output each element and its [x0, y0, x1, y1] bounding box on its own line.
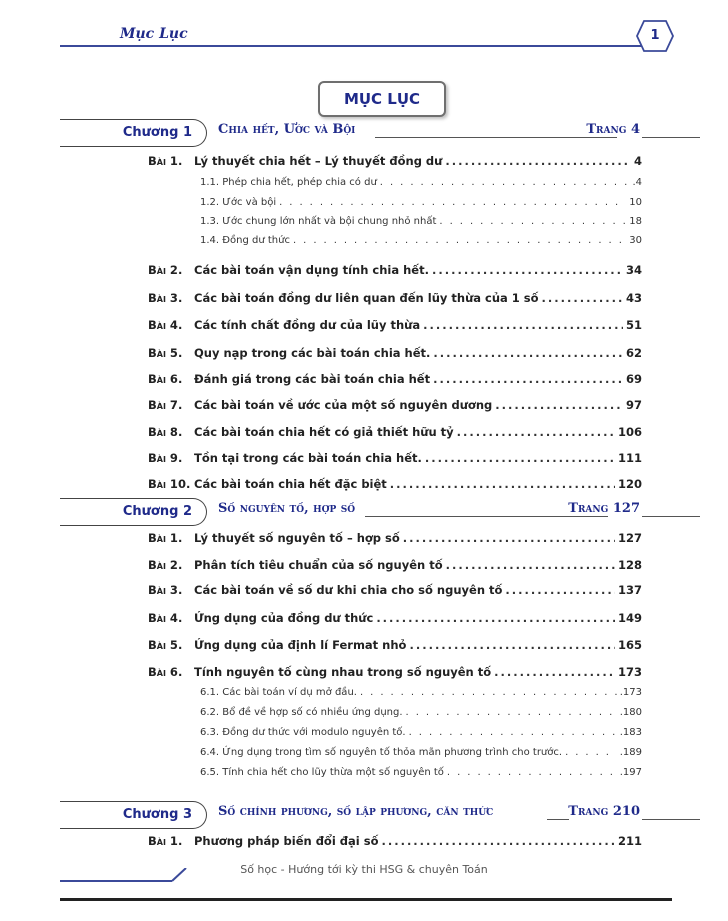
- lesson-number: Bài 3.: [148, 291, 183, 305]
- sub-title: Tính chia hết cho lũy thừa một số nguyên tố: [222, 767, 444, 778]
- sub-page: .197: [619, 767, 642, 778]
- leader-dots: [457, 425, 615, 439]
- lesson-number: Bài 1.: [148, 531, 183, 545]
- lesson-number: Bài 5.: [148, 346, 183, 360]
- page-number: 1: [650, 28, 660, 43]
- sub-title: Ước chung lớn nhất và bội chung nhỏ nhất: [222, 216, 437, 227]
- page-number-badge: [636, 20, 674, 52]
- sub-number: 6.4.: [200, 747, 220, 758]
- leader-dots: [376, 611, 615, 625]
- sub-title: Đồng dư thức với modulo nguyên tố.: [222, 727, 406, 738]
- lesson-title: Các bài toán về số dư khi chia cho số nguyên tố: [194, 583, 503, 597]
- chapter-page: Trang 4: [586, 122, 640, 137]
- lesson-title: Phương pháp biến đổi đại số: [194, 834, 379, 848]
- lesson-number: Bài 9.: [148, 451, 183, 465]
- leader-dots: [409, 727, 617, 738]
- toc-subentry[interactable]: [200, 235, 642, 246]
- chapter-tag-label: Chương 3: [122, 807, 192, 822]
- lesson-number: Bài 7.: [148, 398, 183, 412]
- toc-entry[interactable]: [148, 346, 642, 360]
- toc-title: MỤC LỤC: [318, 81, 446, 117]
- lesson-number: Bài 5.: [148, 638, 183, 652]
- sub-page: 30: [629, 235, 642, 246]
- sub-number: 6.5.: [200, 767, 220, 778]
- leader-dots: [494, 665, 615, 679]
- leader-dots: [505, 583, 615, 597]
- lesson-number: Bài 1.: [148, 834, 183, 848]
- toc-entry[interactable]: [148, 372, 642, 386]
- lesson-page: 69: [625, 372, 642, 386]
- toc-subentry[interactable]: [200, 177, 642, 188]
- lesson-number: Bài 10.: [148, 477, 191, 491]
- lesson-number: Bài 6.: [148, 372, 183, 386]
- sub-title: Ứng dụng trong tìm số nguyên tố thỏa mãn phương trình cho trước.: [222, 747, 563, 758]
- chapter-page: Trang 210: [568, 804, 640, 819]
- toc-entry[interactable]: [148, 291, 642, 305]
- toc-subentry[interactable]: [200, 216, 642, 227]
- chapter-heading[interactable]: [60, 498, 700, 524]
- leader-dots: [381, 834, 615, 848]
- leader-dots: [433, 372, 623, 386]
- chapter-tag: [60, 119, 207, 147]
- toc-entry[interactable]: [148, 665, 642, 679]
- lesson-title: Các bài toán đồng dư liên quan đến lũy thừa của 1 số: [194, 291, 539, 305]
- sub-title: Ước và bội: [222, 197, 277, 208]
- toc-entry[interactable]: [148, 531, 642, 545]
- toc-subentry[interactable]: [200, 727, 642, 738]
- toc-subentry[interactable]: [200, 767, 642, 778]
- sub-page: .180: [619, 707, 642, 718]
- lesson-page: 127: [617, 531, 642, 545]
- leader-dots: [293, 235, 626, 246]
- lesson-number: Bài 6.: [148, 665, 183, 679]
- toc-entry[interactable]: [148, 611, 642, 625]
- chapter-rule-end: [642, 137, 700, 138]
- leader-dots: [445, 154, 631, 168]
- lesson-page: 120: [617, 477, 642, 491]
- lesson-number: Bài 3.: [148, 583, 183, 597]
- lesson-title: Ứng dụng của đồng dư thức: [194, 611, 374, 625]
- toc-entry[interactable]: [148, 638, 642, 652]
- footer-text: Số học - Hướng tới kỳ thi HSG & chuyên Toán: [240, 863, 488, 876]
- lesson-page: 211: [617, 834, 642, 848]
- chapter-title: Chia hết, Ước và Bội: [218, 122, 356, 137]
- sub-page: 10: [629, 197, 642, 208]
- chapter-rule: [547, 819, 569, 820]
- leader-dots: [425, 451, 615, 465]
- lesson-title: Các bài toán vận dụng tính chia hết.: [194, 263, 429, 277]
- lesson-title: Quy nạp trong các bài toán chia hết.: [194, 346, 431, 360]
- lesson-number: Bài 2.: [148, 263, 183, 277]
- footer-bar: [60, 898, 672, 901]
- lesson-page: 137: [617, 583, 642, 597]
- chapter-rule-end: [642, 516, 700, 517]
- sub-page: .189: [619, 747, 642, 758]
- chapter-tag-label: Chương 1: [122, 125, 192, 140]
- lesson-page: 173: [617, 665, 642, 679]
- chapter-page: Trang 127: [568, 501, 640, 516]
- chapter-rule: [365, 516, 608, 517]
- sub-title: Đồng dư thức: [222, 235, 290, 246]
- leader-dots: [423, 318, 623, 332]
- header-rule: [60, 45, 645, 47]
- leader-dots: [409, 638, 615, 652]
- toc-entry[interactable]: [148, 558, 642, 572]
- toc-subentry[interactable]: [200, 197, 642, 208]
- chapter-rule: [375, 137, 617, 138]
- sub-number: 6.1.: [200, 687, 220, 698]
- lesson-title: Phân tích tiêu chuẩn của số nguyên tố: [194, 558, 443, 572]
- lesson-page: 106: [617, 425, 642, 439]
- chapter-title: Số nguyên tố, hợp số: [218, 501, 356, 516]
- lesson-number: Bài 8.: [148, 425, 183, 439]
- chapter-title: Số chính phương, số lập phương, căn thức: [218, 804, 494, 819]
- toc-entry[interactable]: [148, 451, 642, 465]
- leader-dots: [495, 398, 623, 412]
- sub-number: 1.1.: [200, 177, 220, 188]
- leader-dots: [542, 291, 623, 305]
- toc-entry[interactable]: [148, 583, 642, 597]
- lesson-title: Các bài toán chia hết có giả thiết hữu tỷ: [194, 425, 454, 439]
- leader-dots: [439, 216, 626, 227]
- lesson-title: Đánh giá trong các bài toán chia hết: [194, 372, 431, 386]
- toc-entry[interactable]: [148, 263, 642, 277]
- leader-dots: [279, 197, 626, 208]
- lesson-title: Ứng dụng của định lí Fermat nhỏ: [194, 638, 407, 652]
- lesson-page: 4: [633, 154, 642, 168]
- toc-entry[interactable]: [148, 834, 642, 848]
- chapter-heading[interactable]: [60, 801, 700, 827]
- leader-dots: [432, 263, 623, 277]
- sub-page: .173: [619, 687, 642, 698]
- sub-page: .4: [632, 177, 642, 188]
- lesson-title: Các bài toán về ước của một số nguyên dương: [194, 398, 493, 412]
- toc-entry[interactable]: [148, 398, 642, 412]
- lesson-title: Tính nguyên tố cùng nhau trong số nguyên tố: [194, 665, 492, 679]
- toc-entry[interactable]: [148, 477, 642, 491]
- lesson-page: 97: [625, 398, 642, 412]
- sub-number: 1.3.: [200, 216, 220, 227]
- chapter-tag: [60, 801, 207, 829]
- lesson-title: Lý thuyết chia hết – Lý thuyết đồng dư: [194, 154, 443, 168]
- lesson-page: 51: [625, 318, 642, 332]
- chapter-tag-label: Chương 2: [122, 504, 192, 519]
- sub-number: 1.2.: [200, 197, 220, 208]
- leader-dots: [380, 177, 630, 188]
- toc-subentry[interactable]: [200, 687, 642, 698]
- sub-number: 6.2.: [200, 707, 220, 718]
- sub-number: 1.4.: [200, 235, 220, 246]
- lesson-page: 62: [625, 346, 642, 360]
- sub-page: .183: [619, 727, 642, 738]
- lesson-page: 34: [625, 263, 642, 277]
- lesson-number: Bài 4.: [148, 611, 183, 625]
- toc-subentry[interactable]: [200, 747, 642, 758]
- leader-dots: [403, 531, 615, 545]
- lesson-title: Các bài toán chia hết đặc biệt: [194, 477, 387, 491]
- lesson-title: Tồn tại trong các bài toán chia hết.: [194, 451, 422, 465]
- toc-entry[interactable]: [148, 425, 642, 439]
- lesson-page: 43: [625, 291, 642, 305]
- leader-dots: [447, 767, 617, 778]
- leader-dots: [565, 747, 617, 758]
- sub-title: Các bài toán ví dụ mở đầu.: [222, 687, 357, 698]
- lesson-page: 165: [617, 638, 642, 652]
- leader-dots: [433, 346, 623, 360]
- sub-title: Bổ đề về hợp số có nhiều ứng dụng.: [222, 707, 403, 718]
- toc-subentry[interactable]: [200, 707, 642, 718]
- lesson-number: Bài 4.: [148, 318, 183, 332]
- leader-dots: [406, 707, 617, 718]
- lesson-page: 128: [617, 558, 642, 572]
- sub-number: 6.3.: [200, 727, 220, 738]
- toc-entry[interactable]: [148, 318, 642, 332]
- chapter-tag: [60, 498, 207, 526]
- chapter-heading[interactable]: [60, 119, 700, 145]
- running-header: Mục Lục: [120, 26, 188, 42]
- lesson-page: 149: [617, 611, 642, 625]
- lesson-number: Bài 1.: [148, 154, 183, 168]
- toc-entry[interactable]: [148, 154, 642, 168]
- lesson-title: Lý thuyết số nguyên tố – hợp số: [194, 531, 400, 545]
- lesson-page: 111: [617, 451, 642, 465]
- chapter-rule-end: [642, 819, 700, 820]
- leader-dots: [390, 477, 615, 491]
- lesson-number: Bài 2.: [148, 558, 183, 572]
- lesson-title: Các tính chất đồng dư của lũy thừa: [194, 318, 421, 332]
- sub-page: 18: [629, 216, 642, 227]
- leader-dots: [360, 687, 617, 698]
- leader-dots: [446, 558, 615, 572]
- sub-title: Phép chia hết, phép chia có dư: [222, 177, 377, 188]
